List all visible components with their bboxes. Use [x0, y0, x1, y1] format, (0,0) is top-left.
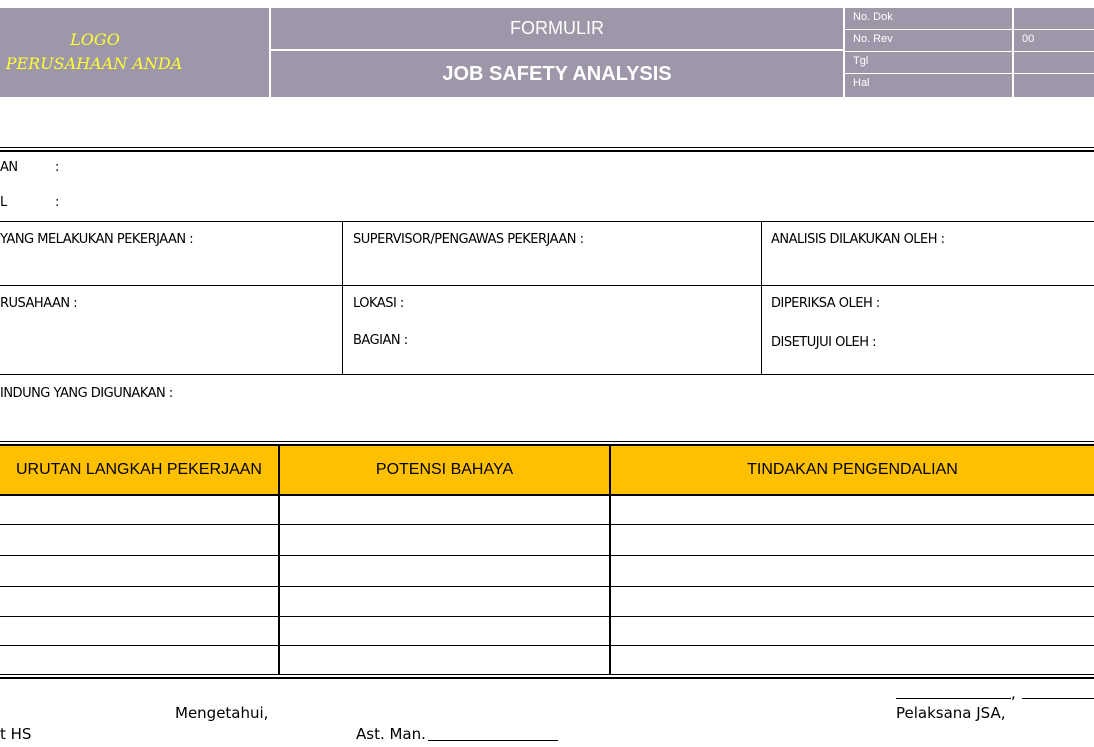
left-role-text: t HS	[0, 725, 32, 743]
col-header-tindakan: TINDAKAN PENGENDALIAN	[611, 446, 1094, 494]
supervisor-label: SUPERVISOR/PENGAWAS PEKERJAAN :	[353, 232, 584, 247]
pelaksana-label: YANG MELAKUKAN PEKERJAAN :	[0, 232, 194, 247]
date-comma: ,	[1011, 684, 1016, 702]
form-title: JOB SAFETY ANALYSIS	[271, 51, 843, 97]
info-row1-colon: :	[55, 160, 59, 175]
meta-label-no-dok: No. Dok	[845, 8, 1012, 29]
info-col-divider-1	[342, 222, 343, 375]
info-top-border-inner	[0, 150, 1094, 152]
ast-man-signature-line[interactable]	[428, 740, 558, 741]
meta-value-tgl[interactable]	[1014, 52, 1094, 73]
lokasi-label: LOKASI :	[353, 296, 404, 311]
table-bottom-border-inner	[0, 677, 1094, 679]
table-row[interactable]	[0, 556, 1094, 586]
info-divider-2	[0, 285, 1094, 286]
date-line[interactable]	[1022, 698, 1094, 699]
logo-line-2: PERUSAHAAN ANDA	[5, 54, 183, 73]
col-header-potensi: POTENSI BAHAYA	[280, 446, 609, 494]
perusahaan-label: RUSAHAAN :	[0, 296, 78, 311]
info-divider-1	[0, 221, 1094, 222]
mengetahui-text: Mengetahui,	[175, 704, 269, 722]
analisis-label: ANALISIS DILAKUKAN OLEH :	[771, 232, 945, 247]
meta-value-hal[interactable]	[1014, 74, 1094, 97]
table-row[interactable]	[0, 525, 1094, 555]
info-divider-3	[0, 374, 1094, 375]
meta-value-no-dok[interactable]	[1014, 8, 1094, 29]
meta-label-tgl: Tgl	[845, 52, 1012, 73]
apd-label: INDUNG YANG DIGUNAKAN :	[0, 386, 173, 401]
diperiksa-label: DIPERIKSA OLEH :	[771, 296, 880, 311]
bagian-label: BAGIAN :	[353, 333, 408, 348]
info-row2-label: L	[0, 195, 7, 210]
table-row[interactable]	[0, 617, 1094, 645]
table-row[interactable]	[0, 496, 1094, 524]
meta-label-no-rev: No. Rev	[845, 30, 1012, 51]
meta-label-hal: Hal	[845, 74, 1012, 97]
table-bottom-border	[0, 674, 1094, 675]
date-place-line[interactable]	[896, 698, 1011, 699]
info-row2-colon: :	[55, 195, 59, 210]
pelaksana-jsa-text: Pelaksana JSA,	[896, 704, 1006, 722]
info-top-border	[0, 147, 1094, 148]
logo-line-1: LOGO	[70, 30, 120, 49]
table-top-border	[0, 441, 1094, 442]
info-row1-label: AN	[0, 160, 18, 175]
table-row[interactable]	[0, 646, 1094, 674]
disetujui-label: DISETUJUI OLEH :	[771, 335, 877, 350]
ast-man-text: Ast. Man.	[356, 725, 426, 743]
meta-value-no-rev[interactable]: 00	[1014, 30, 1094, 51]
table-row[interactable]	[0, 587, 1094, 616]
info-col-divider-2	[761, 222, 762, 375]
form-label: FORMULIR	[271, 8, 843, 49]
company-logo	[0, 8, 269, 97]
col-header-urutan: URUTAN LANGKAH PEKERJAAN	[0, 446, 278, 494]
